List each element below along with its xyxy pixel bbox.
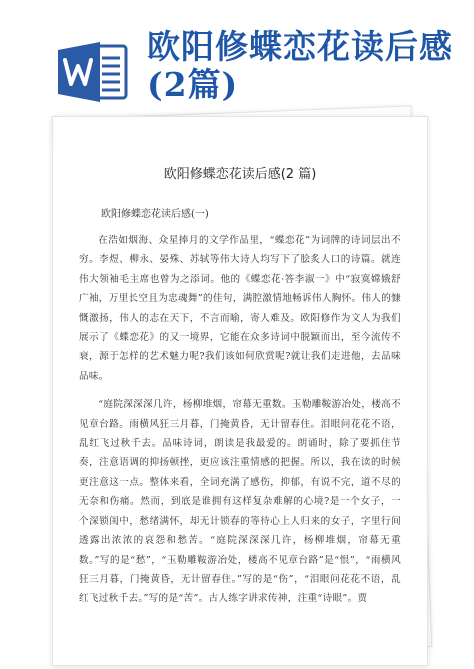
word-document-icon	[56, 42, 130, 102]
paragraph-2: “庭院深深深几许，杨柳堆烟，帘幕无重数。玉勒雕鞍游冶处，楼高不见章台路。雨横风狂三月暮，门掩黄昏，无计留春住。泪眼问花花不语，乱红飞过秋千去。品味诗词，朗读是我最爱的。朗诵时，除了要抓住节奏，注意语调的抑扬顿挫，更应该注重情感的把握。所以，我在读的时候更注意这一点。整体来看，全词充满了感伤，抑郁，有说不完，道不尽的无奈和伤痛。然而，到底是谁拥有这样复杂难解的心境?是一个女子，一个深锁闺中，愁绪满怀，却无计锁春的等待心上人归来的女子，字里行间透露出浓浓的哀怨和愁苦。“庭院深深深几许，杨柳堆烟，帘幕无重数。”写的是“愁”，“玉勒雕鞍游冶处，楼高不见章台路”是“恨”，“雨横风狂三月暮，门掩黄昏，无计留春住。”写的是“伤”，“泪眼问花花不语，乱红飞过秋千去。”写的是“苦”。古人练字讲求传神，注重“诗眼”。贾	[79, 399, 401, 605]
header	[0, 0, 474, 112]
paragraph-1: 在浩如烟海、众星捧月的文学作品里，“蝶恋花”为词牌的诗词层出不穷。李煜、柳永、晏殊、苏轼等伟大诗人均写下了脍炙人口的诗篇。就连伟大领袖毛主席也曾为之添词。他的《蝶恋花·答李淑一》中“寂寞嫦娥舒广袖，万里长空且为忠魂舞”的佳句，满腔激情地畅诉伟人胸怀。伟人的慷慨激扬，伟人的志在天下，不言而喻，寄人难及。欧阳修作为文人为我们展示了《蝶恋花》的又一境界，它能在众多诗词中脱颖而出，至今流传不衰，源于怎样的艺术魅力呢?我们该如何欣赏呢?就让我们走进他，去品味品味。	[79, 235, 401, 382]
document-title: 欧阳修蝶恋花读后感(2 篇)	[163, 167, 317, 182]
document-subtitle: 欧阳修蝶恋花读后感(一)	[101, 209, 209, 220]
page-title: 欧阳修蝶恋花读后感(2篇)	[147, 27, 453, 104]
document-body	[79, 203, 401, 618]
document-page	[52, 116, 428, 666]
